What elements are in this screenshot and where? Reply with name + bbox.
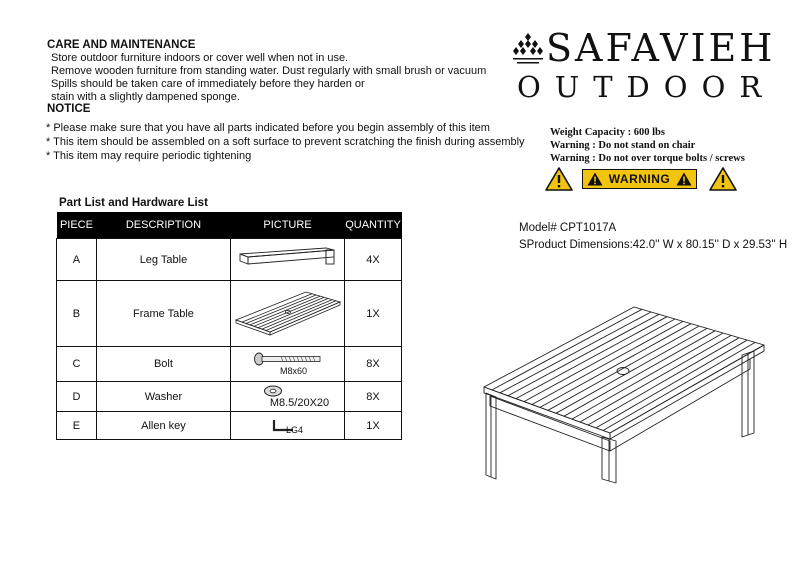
part-picture xyxy=(231,382,345,412)
frame-table-icon xyxy=(232,284,344,340)
bolt-icon xyxy=(253,352,323,366)
piece-letter: D xyxy=(57,382,97,412)
part-quantity: 1X xyxy=(345,412,402,440)
notice-line: * This item should be assembled on a soft surface to prevent scratching the finish during assembly xyxy=(46,136,525,148)
piece-letter: B xyxy=(57,281,97,347)
table-row xyxy=(57,412,402,440)
warning-small-icon xyxy=(676,172,692,186)
col-header-picture: PICTURE xyxy=(231,212,345,239)
warning-triangle-icon xyxy=(545,167,573,191)
part-quantity: 8X xyxy=(345,347,402,382)
warning-line: Warning : Do not stand on chair xyxy=(550,140,696,151)
brand-name: SAFAVIEH xyxy=(546,26,776,70)
part-picture xyxy=(231,281,345,347)
warning-small-icon xyxy=(587,172,603,186)
piece-letter: A xyxy=(57,239,97,281)
notice-line: * This item may require periodic tightening xyxy=(46,150,252,162)
part-quantity: 4X xyxy=(345,239,402,281)
brand-sub: OUTDOOR xyxy=(517,70,776,104)
leg-table-icon xyxy=(234,245,342,271)
notice-title: NOTICE xyxy=(47,103,91,115)
washer-icon xyxy=(263,385,283,397)
part-list-title: Part List and Hardware List xyxy=(59,197,208,209)
part-quantity: 8X xyxy=(345,382,402,412)
notice-line: * Please make sure that you have all parts indicated before you begin assembly of this item xyxy=(46,122,490,134)
care-line: Remove wooden furniture from standing water. Dust regularly with small brush or vacuum xyxy=(51,65,487,77)
picture-label: LG4 xyxy=(286,424,304,435)
col-header-quantity: QUANTITY xyxy=(345,212,402,239)
assembled-table-drawing xyxy=(480,295,770,485)
weight-capacity: Weight Capacity : 600 lbs xyxy=(550,127,665,138)
table-row xyxy=(57,281,402,347)
part-quantity: 1X xyxy=(345,281,402,347)
part-picture xyxy=(231,239,345,281)
parts-header-row xyxy=(57,212,402,239)
part-description: Frame Table xyxy=(96,281,230,347)
care-line: stain with a slightly dampened sponge. xyxy=(51,91,240,103)
table-row xyxy=(57,239,402,281)
part-description: Bolt xyxy=(96,347,230,382)
col-header-piece: PIECE xyxy=(57,212,97,239)
brand-logo-icon xyxy=(511,31,545,67)
piece-letter: C xyxy=(57,347,97,382)
product-dimensions: SProduct Dimensions:42.0'' W x 80.15'' D x 29.53'' H xyxy=(519,239,788,251)
part-description: Leg Table xyxy=(96,239,230,281)
warning-badge-text: WARNING xyxy=(608,172,671,186)
part-description: Allen key xyxy=(96,412,230,440)
warning-badge xyxy=(582,169,697,189)
table-row xyxy=(57,382,402,412)
model-number: Model# CPT1017A xyxy=(519,222,617,234)
care-title: CARE AND MAINTENANCE xyxy=(47,39,196,51)
part-picture xyxy=(231,412,345,440)
piece-letter: E xyxy=(57,412,97,440)
care-line: Store outdoor furniture indoors or cover well when not in use. xyxy=(51,52,349,64)
care-line: Spills should be taken care of immediately before they harden or xyxy=(51,78,365,90)
col-header-description: DESCRIPTION xyxy=(96,212,230,239)
parts-table xyxy=(56,212,402,440)
part-description: Washer xyxy=(96,382,230,412)
table-row xyxy=(57,347,402,382)
picture-label: M8.5/20X20 xyxy=(269,396,330,409)
warning-triangle-icon xyxy=(709,167,737,191)
warning-line: Warning : Do not over torque bolts / screws xyxy=(550,153,745,164)
part-picture xyxy=(231,347,345,382)
picture-label: M8x60 xyxy=(280,366,308,376)
